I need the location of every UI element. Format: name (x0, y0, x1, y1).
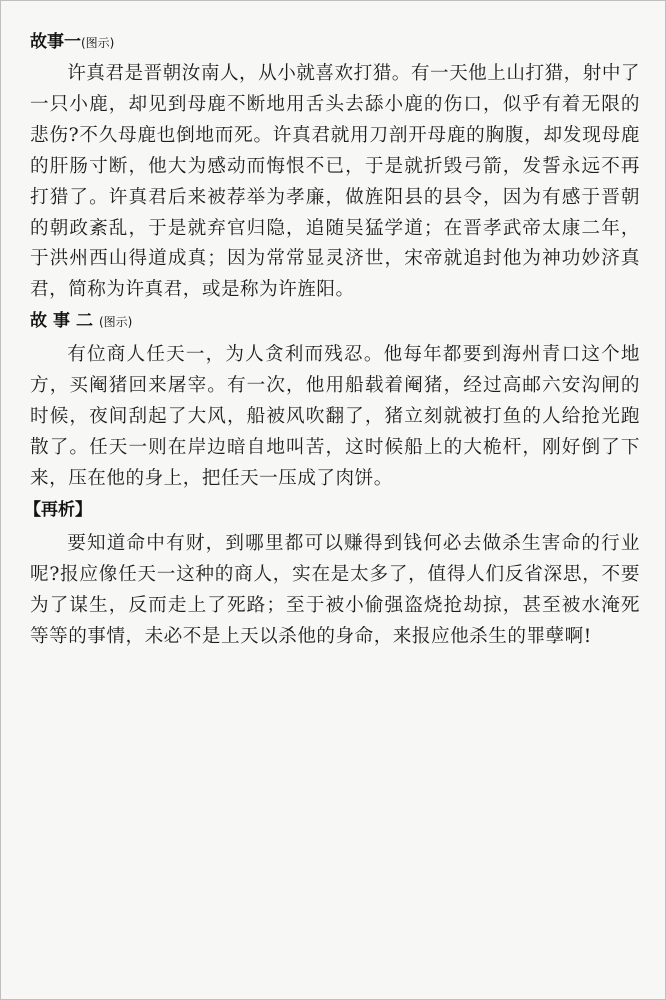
story1-heading (30, 29, 640, 55)
story2-tag: (图示) (99, 315, 133, 330)
story1-tag: (图示) (81, 36, 115, 50)
document-content (24, 29, 641, 654)
story2-title: 故事二 (30, 311, 99, 332)
story1-paragraph: 许真君是晋朝汝南人，从小就喜欢打猎。有一天他上山打猎，射中了一只小鹿，却见到母鹿不断地用舌头去舔小鹿的伤口，似乎有着无限的悲伤?不久母鹿也倒地而死。许真君就用刀剖开母鹿的胸腹，却发现母鹿的肝肠寸断，他大为感动而悔恨不已，于是就折毁弓箭，发誓永远不再打猎了。许真君后来被荐举为孝廉，做旌阳县的县令，因为有感于晋朝的朝政紊乱，于是就弃官归隐，追随吴猛学道；在晋孝武帝太康二年，于洪州西山得道成真；因为常常显灵济世，宋帝就追封他为神功妙济真君，简称为许真君，或是称为许旌阳。 (30, 63, 641, 301)
story2-heading (30, 308, 640, 334)
analysis-paragraph: 要知道命中有财，到哪里都可以赚得到钱何必去做杀生害命的行业呢?报应像任天一这种的商人，实在是太多了，值得人们反省深思，不要为了谋生，反而走上了死路；至于被小偷强盗烧抢劫掠，甚至被水淹死等等的事情，未必不是上天以杀他的身命，来报应他杀生的罪孽啊! (30, 532, 640, 647)
analysis-heading: 【再析】 (24, 499, 92, 520)
story1-title: 故事一 (30, 32, 81, 52)
story2-paragraph: 有位商人任天一，为人贪利而残忍。他每年都要到海州青口这个地方，买阉猪回来屠宰。有一次，他用船载着阉猪，经过高邮六安沟闸的时候，夜间刮起了大风，船被风吹翻了，猪立刻就被打鱼的人给抢光跑散了。任天一则在岸边暗自地叫苦，这时候船上的大桅杆，刚好倒了下来，压在他的身上，把任天一压成了肉饼。 (30, 344, 640, 489)
